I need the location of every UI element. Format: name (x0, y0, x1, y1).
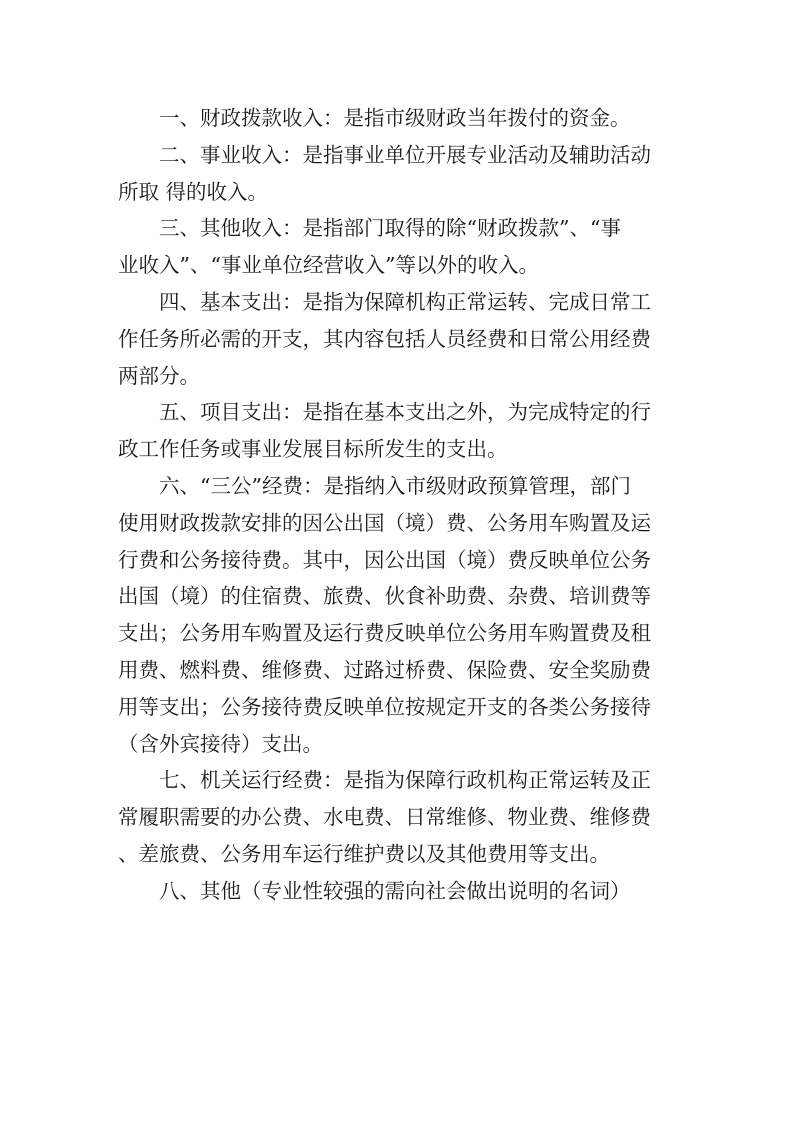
paragraph-line: 三、其他收入：是指部门取得的除“财政拨款”、“事 (159, 216, 621, 241)
paragraph-line: 五、项目支出：是指在基本支出之外，为完成特定的行 (159, 400, 651, 425)
paragraph-line: 八、其他（专业性较强的需向社会做出说明的名词） (159, 878, 631, 903)
paragraph-line: （含外宾接待）支出。 (118, 731, 323, 756)
paragraph-line: 四、基本支出：是指为保障机构正常运转、完成日常工 (159, 289, 651, 314)
paragraph-line: 两部分。 (118, 363, 200, 388)
paragraph-line: 二、事业收入：是指事业单位开展专业活动及辅助活动 (159, 142, 651, 167)
paragraph-4 (118, 284, 684, 394)
paragraph-line: 使用财政拨款安排的因公出国（境）费、公务用车购置及运 (118, 510, 651, 535)
paragraph-line: 用等支出；公务接待费反映单位按规定开支的各类公务接待 (118, 694, 651, 719)
paragraph-line: 七、机关运行经费：是指为保障行政机构正常运转及正 (159, 768, 651, 793)
paragraph-line: 常履职需要的办公费、水电费、日常维修、物业费、维修费 (118, 805, 651, 830)
paragraph-line: 业收入”、“事业单位经营收入”等以外的收入。 (118, 253, 539, 278)
paragraph-2 (118, 137, 684, 211)
document-body (118, 100, 684, 910)
paragraph-line: 一、财政拨款收入：是指市级财政当年拨付的资金。 (159, 106, 631, 130)
paragraph-line: 出国（境）的住宿费、旅费、伙食补助费、杂费、培训费等 (118, 584, 651, 609)
paragraph-line: 、差旅费、公务用车运行维护费以及其他费用等支出。 (118, 841, 610, 866)
paragraph-5 (118, 394, 684, 468)
paragraph-line: 所取 得的收入。 (118, 179, 269, 204)
paragraph-line: 政工作任务或事业发展目标所发生的支出。 (118, 437, 508, 462)
paragraph-line: 用费、燃料费、维修费、过路过桥费、保险费、安全奖励费 (118, 657, 651, 682)
paragraph-1 (118, 100, 684, 137)
paragraph-line: 支出；公务用车购置及运行费反映单位公务用车购置费及租 (118, 621, 651, 646)
paragraph-line: 行费和公务接待费。其中，因公出国（境）费反映单位公务 (118, 547, 651, 572)
paragraph-7 (118, 762, 684, 872)
paragraph-3 (118, 210, 684, 284)
paragraph-line: 作任务所必需的开支，其内容包括人员经费和日常公用经费 (118, 326, 651, 351)
paragraph-8 (118, 873, 684, 910)
paragraph-line: 六、“三公”经费：是指纳入市级财政预算管理，部门 (159, 473, 631, 498)
paragraph-6 (118, 468, 684, 762)
